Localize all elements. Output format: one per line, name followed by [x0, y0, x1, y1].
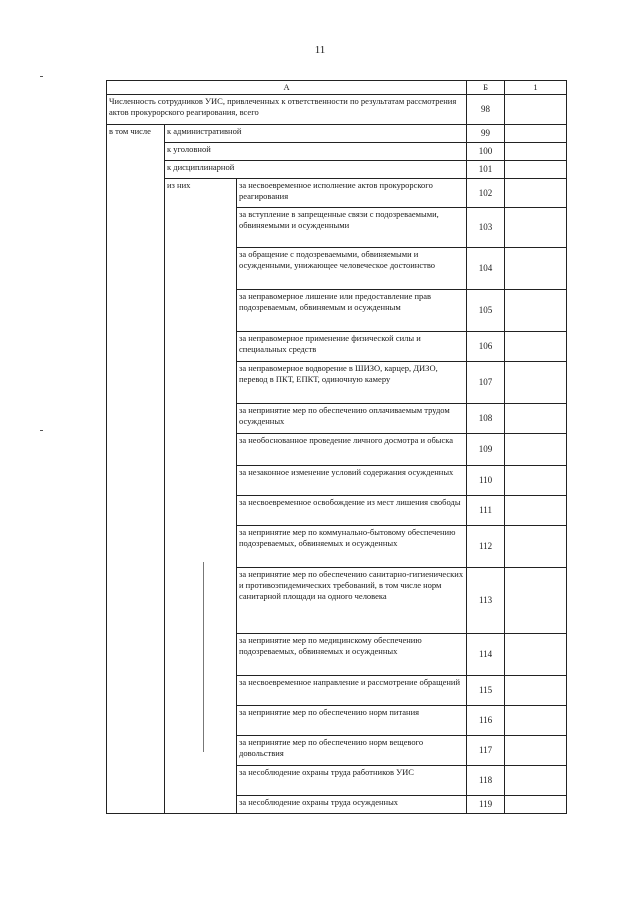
- value-cell: [505, 736, 567, 766]
- row-code: 101: [467, 161, 505, 179]
- row-label: за несвоевременное исполнение актов прокурорского реагирования: [237, 179, 467, 208]
- header-col-b: Б: [467, 81, 505, 95]
- value-cell: [505, 434, 567, 466]
- value-cell: [505, 125, 567, 143]
- value-cell: [505, 766, 567, 796]
- row-label: за вступление в запрещенные связи с подозреваемыми, обвиняемыми и осужденными: [237, 208, 467, 248]
- row-code: 102: [467, 179, 505, 208]
- scan-artifact-line: [203, 562, 204, 752]
- value-cell: [505, 796, 567, 814]
- value-cell: [505, 362, 567, 404]
- row-code: 105: [467, 290, 505, 332]
- row-label: за неправомерное водворение в ШИЗО, карцер, ДИЗО, перевод в ПКТ, ЕПКТ, одиночную камеру: [237, 362, 467, 404]
- row-code: 119: [467, 796, 505, 814]
- row-label: за непринятие мер по коммунально-бытовому обеспечению подозреваемых, обвиняемых и осужденных: [237, 526, 467, 568]
- value-cell: [505, 143, 567, 161]
- value-cell: [505, 496, 567, 526]
- value-cell: [505, 208, 567, 248]
- page-number: 11: [314, 44, 326, 56]
- margin-mark: [40, 76, 43, 77]
- value-cell: [505, 706, 567, 736]
- including-label: в том числе: [107, 125, 165, 814]
- row-label: за несоблюдение охраны труда работников УИС: [237, 766, 467, 796]
- row-label: к уголовной: [165, 143, 467, 161]
- value-cell: [505, 161, 567, 179]
- header-col-a: А: [107, 81, 467, 95]
- row-label: за незаконное изменение условий содержания осужденных: [237, 466, 467, 496]
- row-label: за непринятие мер по обеспечению норм питания: [237, 706, 467, 736]
- value-cell: [505, 634, 567, 676]
- row-label: за непринятие мер по обеспечению санитарно-гигиенических и противоэпидемических требований, в том числе норм санитарной площади на одного человека: [237, 568, 467, 634]
- row-label: за непринятие мер по обеспечению норм вещевого довольствия: [237, 736, 467, 766]
- row-code: 103: [467, 208, 505, 248]
- value-cell: [505, 332, 567, 362]
- row-code: 99: [467, 125, 505, 143]
- row-label: к дисциплинарной: [165, 161, 467, 179]
- value-cell: [505, 568, 567, 634]
- table-row: [107, 125, 567, 143]
- margin-mark: [40, 430, 43, 431]
- header-col-1: 1: [505, 81, 567, 95]
- row-code: 117: [467, 736, 505, 766]
- table-row: [107, 143, 567, 161]
- row-label: за несоблюдение охраны труда осужденных: [237, 796, 467, 814]
- row-code: 112: [467, 526, 505, 568]
- value-cell: [505, 248, 567, 290]
- row-label: за непринятие мер по обеспечению оплачиваемым трудом осужденных: [237, 404, 467, 434]
- value-cell: [505, 179, 567, 208]
- row-code: 110: [467, 466, 505, 496]
- row-code: 111: [467, 496, 505, 526]
- value-cell: [505, 466, 567, 496]
- table-row: [107, 161, 567, 179]
- row-code: 104: [467, 248, 505, 290]
- row-code: 106: [467, 332, 505, 362]
- row-code: 114: [467, 634, 505, 676]
- value-cell: [505, 404, 567, 434]
- row-label: за непринятие мер по медицинскому обеспечению подозреваемых, обвиняемых и осужденных: [237, 634, 467, 676]
- row-code: 98: [467, 95, 505, 125]
- row-label: за обращение с подозреваемыми, обвиняемыми и осужденными, унижающее человеческое достоинство: [237, 248, 467, 290]
- of-them-label: из них: [165, 179, 237, 814]
- table-row: [107, 179, 567, 208]
- row-code: 108: [467, 404, 505, 434]
- value-cell: [505, 95, 567, 125]
- row-label: за несвоевременное направление и рассмотрение обращений: [237, 676, 467, 706]
- total-label: Численность сотрудников УИС, привлеченных к ответственности по результатам рассмотрения актов прокурорского реагирования, всего: [107, 95, 467, 125]
- row-code: 116: [467, 706, 505, 736]
- row-code: 107: [467, 362, 505, 404]
- row-label: за неправомерное лишение или предоставление прав подозреваемым, обвиняемым и осужденным: [237, 290, 467, 332]
- total-row: [107, 95, 567, 125]
- row-label: за необоснованное проведение личного досмотра и обыска: [237, 434, 467, 466]
- row-code: 113: [467, 568, 505, 634]
- row-label: за несвоевременное освобождение из мест лишения свободы: [237, 496, 467, 526]
- value-cell: [505, 290, 567, 332]
- value-cell: [505, 526, 567, 568]
- row-code: 118: [467, 766, 505, 796]
- row-label: к административной: [165, 125, 467, 143]
- header-row: [107, 81, 567, 95]
- report-table: [106, 80, 567, 814]
- row-code: 109: [467, 434, 505, 466]
- row-code: 100: [467, 143, 505, 161]
- row-code: 115: [467, 676, 505, 706]
- value-cell: [505, 676, 567, 706]
- row-label: за неправомерное применение физической силы и специальных средств: [237, 332, 467, 362]
